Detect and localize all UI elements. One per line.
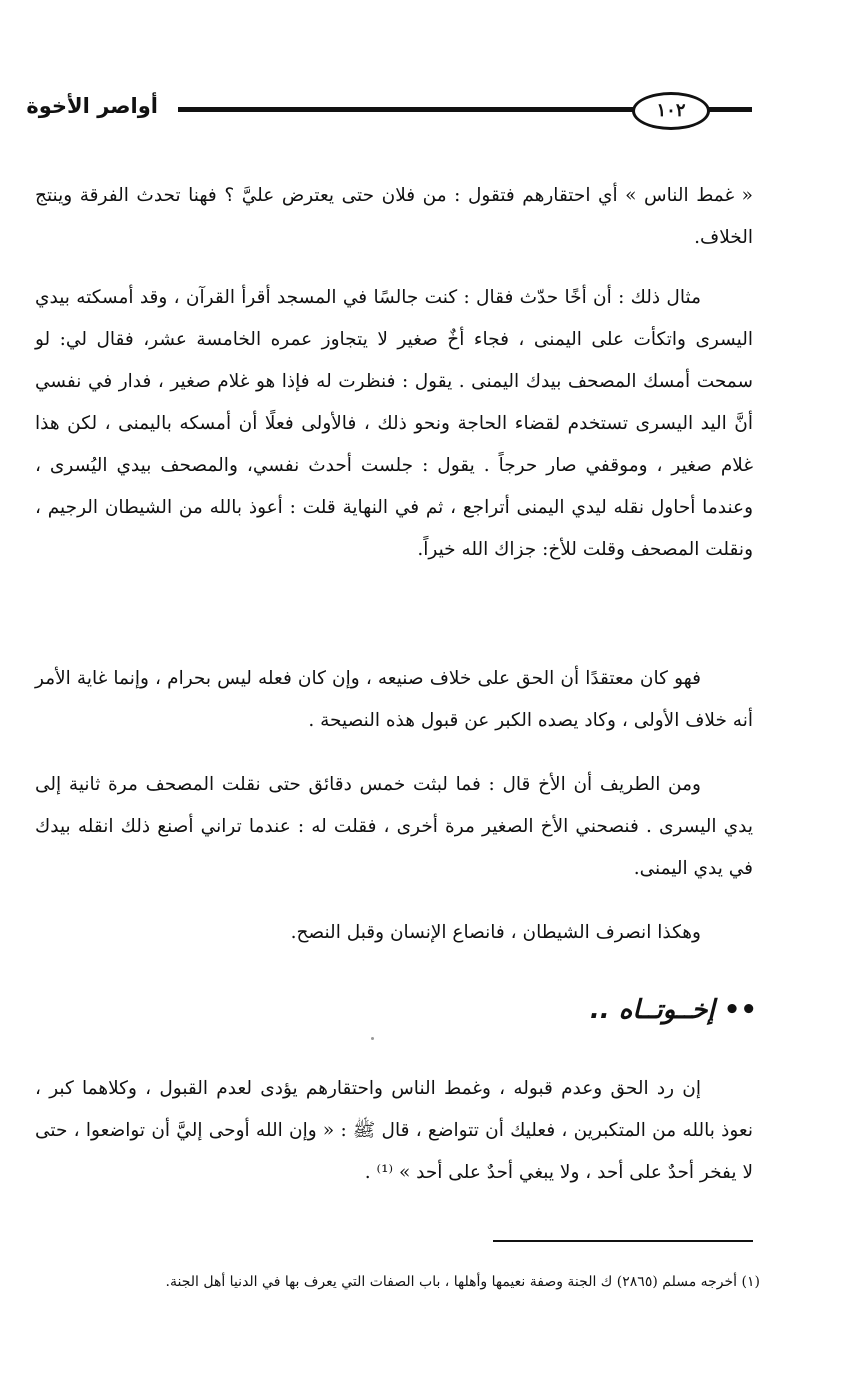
page-header	[26, 88, 750, 132]
section-paragraph-1: إن رد الحق وعدم قبوله ، وغمط الناس واحتقارهم يؤدى لعدم القبول ، وكلاهما كبر ، نعوذ بالله من المتكبرين ، فعليك أن تتواضع ، قال ﷺ : « وإن الله أوحى إليَّ أن تواضعوا ، حتى لا يفخر أحدٌ على أحد ، ولا يبغي أحدٌ على أحد » ⁽¹⁾ .	[35, 1078, 753, 1183]
paragraph-2: مثال ذلك : أن أخًا حدّث فقال : كنت جالسًا في المسجد أقرأ القرآن ، وقد أمسكته بيدي اليسرى واتكأت على اليمنى ، فجاء أخٌ صغير لا يتجاوز عمره الخامسة عشر، فقال لي: لو سمحت أمسك المصحف بيدك اليمنى . يقول : فنظرت له فإذا هو غلام صغير ، فدار في نفسي أنَّ اليد اليسرى تستخدم لقضاء الحاجة ونحو ذلك ، فالأولى فعلًا أن أمسكه باليمنى ، لكن هذا غلام صغير ، وموقفي صار حرجاً . يقول : جلست أحدث نفسي، والمصحف بيدي اليُسرى ، وعندما أحاول نقله ليدي اليمنى أتراجع ، ثم في النهاية قلت : أعوذ بالله من الشيطان الرجيم ، ونقلت المصحف وقلت للأخ: جزاك الله خيراً.	[35, 287, 753, 560]
footnote-rule	[493, 1240, 753, 1242]
body-text	[35, 175, 753, 259]
paragraph-1: « غمط الناس » أي احتقارهم فتقول : من فلان حتى يعترض عليَّ ؟ فهنا تحدث الفرقة وينتج الخلاف.	[35, 185, 753, 248]
paragraph-3: فهو كان معتقدًا أن الحق على خلاف صنيعه ، وإن كان فعله ليس بحرام ، وإنما غاية الأمر أنه خلاف الأولى ، وكاد يصده الكبر عن قبول هذه النصيحة .	[35, 668, 753, 731]
paragraph-5: وهكذا انصرف الشيطان ، فانصاع الإنسان وقبل النصح.	[290, 922, 701, 943]
header-rule-right	[708, 107, 752, 112]
body-text-5	[35, 912, 753, 954]
speck	[371, 1037, 374, 1040]
body-text-4	[35, 764, 753, 890]
body-text-2	[35, 277, 753, 571]
page-number: ١٠٢	[632, 92, 710, 130]
footnote: (١) أخرجه مسلم (٢٨٦٥) ك الجنة وصفة نعيمها وأهلها ، باب الصفات التي يعرف بها في الدنيا أهل الجنة.	[165, 1274, 760, 1290]
body-text-3	[35, 658, 753, 742]
header-rule	[178, 107, 663, 112]
section-text	[35, 1068, 753, 1194]
section-heading: •• إخــوتــاه ..	[589, 995, 757, 1025]
paragraph-4: ومن الطريف أن الأخ قال : فما لبثت خمس دقائق حتى نقلت المصحف مرة ثانية إلى يدي اليسرى . فنصحني الأخ الصغير مرة أخرى ، فقلت له : عندما تراني أصنع ذلك انقله بيدك في يدي اليمنى.	[35, 774, 753, 879]
running-title: أواصر الأخوة	[26, 94, 158, 118]
